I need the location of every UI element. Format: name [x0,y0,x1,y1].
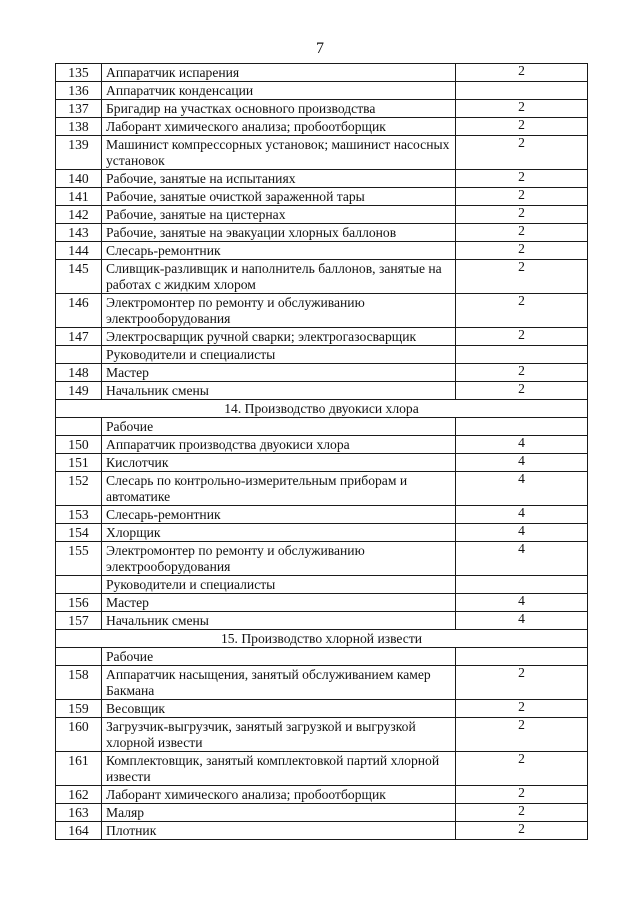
table-row [56,700,588,718]
row-value: 4 [456,454,588,472]
table-row [56,188,588,206]
table-row [56,100,588,118]
profession-name: Хлорщик [102,524,456,542]
table-row [56,82,588,100]
group-title: Руководители и специалисты [102,346,456,364]
table-row [56,364,588,382]
profession-name: Кислотчик [102,454,456,472]
table-row [56,666,588,700]
profession-name: Загрузчик-выгрузчик, занятый загрузкой и выгрузкой хлорной извести [102,718,456,752]
row-number: 160 [56,718,102,752]
row-number [56,418,102,436]
table-row [56,242,588,260]
row-number: 157 [56,612,102,630]
table-row [56,542,588,576]
table-row [56,454,588,472]
row-number [56,648,102,666]
profession-name: Весовщик [102,700,456,718]
table-row [56,118,588,136]
row-value: 2 [456,136,588,170]
row-value: 2 [456,382,588,400]
row-value: 2 [456,718,588,752]
row-value: 2 [456,170,588,188]
row-number: 144 [56,242,102,260]
row-value: 2 [456,224,588,242]
profession-name: Мастер [102,364,456,382]
row-number: 135 [56,64,102,82]
group-title: Руководители и специалисты [102,576,456,594]
table-row [56,822,588,840]
table-row [56,594,588,612]
row-value: 4 [456,612,588,630]
table-row [56,294,588,328]
row-number: 143 [56,224,102,242]
table-row [56,436,588,454]
table-row [56,224,588,242]
row-value: 2 [456,242,588,260]
row-number: 145 [56,260,102,294]
row-number: 141 [56,188,102,206]
group-title: Рабочие [102,418,456,436]
profession-table [55,63,588,840]
row-value: 2 [456,822,588,840]
profession-name: Мастер [102,594,456,612]
row-value: 4 [456,594,588,612]
profession-name: Бригадир на участках основного производства [102,100,456,118]
row-number: 150 [56,436,102,454]
row-value: 4 [456,524,588,542]
row-value: 2 [456,294,588,328]
row-number: 147 [56,328,102,346]
profession-name: Лаборант химического анализа; пробоотборщик [102,118,456,136]
profession-name: Начальник смены [102,612,456,630]
group-title: Рабочие [102,648,456,666]
profession-name: Аппаратчик насыщения, занятый обслуживанием камер Бакмана [102,666,456,700]
page-number: 7 [316,40,324,57]
section-header-row [56,400,588,418]
row-value: 4 [456,436,588,454]
table-row [56,170,588,188]
row-number: 155 [56,542,102,576]
table-row [56,472,588,506]
row-number: 162 [56,786,102,804]
row-number: 161 [56,752,102,786]
table-row [56,612,588,630]
profession-name: Комплектовщик, занятый комплектовкой партий хлорной извести [102,752,456,786]
row-number: 148 [56,364,102,382]
profession-name: Слесарь-ремонтник [102,242,456,260]
table-row [56,382,588,400]
row-number: 152 [56,472,102,506]
row-number: 163 [56,804,102,822]
row-value [456,418,588,436]
table-row [56,524,588,542]
row-number: 137 [56,100,102,118]
profession-name: Электромонтер по ремонту и обслуживанию электрооборудования [102,294,456,328]
row-value: 2 [456,118,588,136]
profession-name: Аппаратчик производства двуокиси хлора [102,436,456,454]
profession-name: Слесарь по контрольно-измерительным приборам и автоматике [102,472,456,506]
table-row [56,64,588,82]
profession-name: Слесарь-ремонтник [102,506,456,524]
row-number: 158 [56,666,102,700]
row-value: 2 [456,206,588,224]
row-value: 2 [456,752,588,786]
row-value: 2 [456,188,588,206]
row-number: 154 [56,524,102,542]
table-row [56,506,588,524]
row-number: 153 [56,506,102,524]
profession-name: Машинист компрессорных установок; машинист насосных установок [102,136,456,170]
profession-name: Сливщик-разливщик и наполнитель баллонов, занятые на работах с жидким хлором [102,260,456,294]
row-value: 4 [456,506,588,524]
profession-name: Аппаратчик конденсации [102,82,456,100]
row-value: 2 [456,364,588,382]
profession-name: Рабочие, занятые на эвакуации хлорных баллонов [102,224,456,242]
row-value [456,648,588,666]
row-number: 146 [56,294,102,328]
profession-name: Лаборант химического анализа; пробоотборщик [102,786,456,804]
table-row [56,206,588,224]
group-header-row [56,346,588,364]
row-number: 151 [56,454,102,472]
row-number: 159 [56,700,102,718]
profession-name: Плотник [102,822,456,840]
table-row [56,718,588,752]
row-value: 2 [456,328,588,346]
section-title: 15. Производство хлорной извести [56,630,588,648]
row-value: 2 [456,260,588,294]
row-value: 2 [456,700,588,718]
row-value: 2 [456,804,588,822]
row-number: 149 [56,382,102,400]
section-title: 14. Производство двуокиси хлора [56,400,588,418]
table-row [56,804,588,822]
row-number: 140 [56,170,102,188]
table-row [56,786,588,804]
table-row [56,136,588,170]
profession-name: Рабочие, занятые очисткой зараженной тары [102,188,456,206]
row-number: 136 [56,82,102,100]
row-value: 4 [456,542,588,576]
row-value: 4 [456,472,588,506]
table-row [56,328,588,346]
row-number: 164 [56,822,102,840]
row-value: 2 [456,666,588,700]
row-number: 142 [56,206,102,224]
row-value [456,576,588,594]
group-header-row [56,418,588,436]
profession-name: Аппаратчик испарения [102,64,456,82]
row-value: 2 [456,100,588,118]
section-header-row [56,630,588,648]
row-number: 156 [56,594,102,612]
profession-name: Электросварщик ручной сварки; электрогазосварщик [102,328,456,346]
profession-table-body [56,64,588,840]
row-number [56,346,102,364]
group-header-row [56,576,588,594]
profession-name: Маляр [102,804,456,822]
row-value: 2 [456,786,588,804]
profession-name: Начальник смены [102,382,456,400]
row-number: 139 [56,136,102,170]
table-row [56,752,588,786]
profession-name: Рабочие, занятые на испытаниях [102,170,456,188]
table-row [56,260,588,294]
row-value [456,82,588,100]
group-header-row [56,648,588,666]
row-value [456,346,588,364]
row-value: 2 [456,64,588,82]
row-number [56,576,102,594]
profession-name: Электромонтер по ремонту и обслуживанию электрооборудования [102,542,456,576]
row-number: 138 [56,118,102,136]
profession-name: Рабочие, занятые на цистернах [102,206,456,224]
